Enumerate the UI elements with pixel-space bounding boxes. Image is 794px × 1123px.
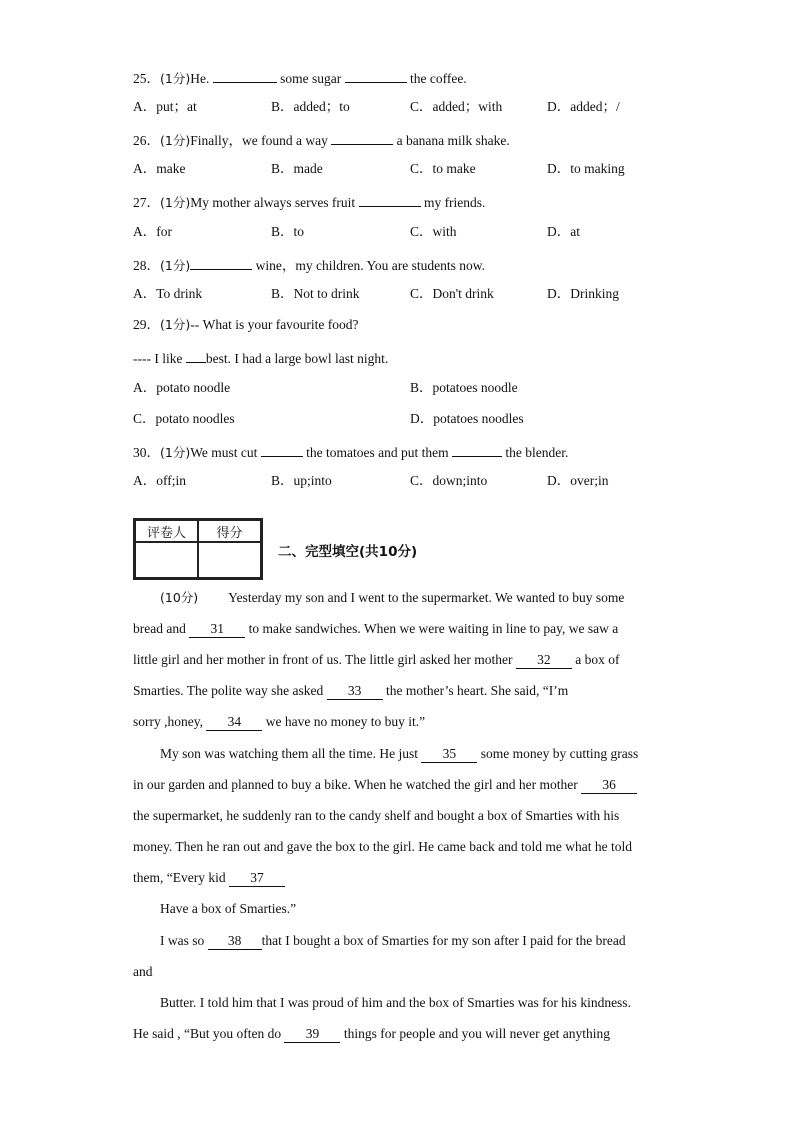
passage-text: My son was watching them all the time. He just [160, 746, 422, 761]
option-a[interactable]: A．To drink [133, 286, 203, 301]
passage-text: that I bought a box of Smarties for my son after I paid for the bread [261, 933, 626, 948]
passage-line: the supermarket, he suddenly ran to the candy shelf and bought a box of Smarties with his [133, 808, 620, 823]
passage-line [160, 590, 624, 606]
passage-text: Yesterday my son and I went to the supermarket. We wanted to buy some [228, 590, 625, 605]
option-d[interactable]: D．over;in [547, 473, 609, 488]
answer-blank[interactable] [190, 255, 252, 270]
question-number: 28． [133, 258, 160, 273]
question-number: 27． [133, 195, 160, 210]
section-title: 二、完型填空(共10分) [278, 544, 418, 560]
option-a[interactable]: A．potato noodle [133, 380, 231, 395]
option-c[interactable]: C．potato noodles [133, 411, 235, 426]
stem-text: the coffee. [406, 71, 467, 86]
reviewer-cell[interactable] [135, 542, 198, 578]
question-26 [133, 130, 510, 149]
stem-text: -- What is your favourite food? [190, 317, 359, 332]
question-number: 25． [133, 71, 160, 86]
option-b[interactable]: B．added；to [271, 99, 350, 114]
blank-31[interactable]: 31 [189, 621, 245, 638]
stem-text: He. [190, 71, 213, 86]
passage-line [133, 621, 618, 638]
score-table [133, 518, 263, 580]
option-d[interactable]: D．to making [547, 161, 625, 176]
passage-line [160, 933, 626, 950]
option-a[interactable]: A．off;in [133, 473, 186, 488]
reviewer-header: 评卷人 [135, 520, 198, 542]
question-score: (1分) [160, 258, 191, 273]
stem-text: wine，my children. You are students now. [252, 258, 485, 273]
question-27 [133, 192, 485, 211]
option-c[interactable]: C．to make [410, 161, 476, 176]
option-b[interactable]: B．potatoes noodle [410, 380, 518, 395]
passage-text: in our garden and planned to buy a bike. When he watched the girl and her mother [133, 777, 582, 792]
score-header: 得分 [198, 520, 261, 542]
option-d[interactable]: D．added；/ [547, 99, 620, 114]
answer-blank[interactable] [213, 68, 277, 83]
passage-line [133, 652, 620, 669]
passage-text: we have no money to buy it.” [262, 714, 426, 729]
question-score: (1分) [160, 317, 191, 332]
question-score: (1分) [160, 195, 191, 210]
blank-35[interactable]: 35 [421, 746, 477, 763]
passage-line [160, 746, 638, 763]
stem-text: best. I had a large bowl last night. [205, 351, 389, 366]
passage-text: a box of [571, 652, 620, 667]
stem-text: my friends. [420, 195, 486, 210]
passage-text: Smarties. The polite way she asked [133, 683, 327, 698]
passage-text: bread and [133, 621, 190, 636]
blank-33[interactable]: 33 [327, 683, 383, 700]
blank-38[interactable]: 38 [208, 933, 262, 950]
question-number: 30． [133, 445, 160, 460]
answer-blank[interactable] [359, 192, 421, 207]
passage-text: sorry ,honey, [133, 714, 207, 729]
question-30 [133, 442, 568, 461]
stem-text: a banana milk shake. [393, 133, 510, 148]
question-29-response [133, 348, 388, 367]
passage-line [133, 870, 285, 887]
passage-text: I was so [160, 933, 208, 948]
passage-text: little girl and her mother in front of us. The little girl asked her mother [133, 652, 516, 667]
answer-blank[interactable] [261, 442, 303, 457]
option-b[interactable]: B．up;into [271, 473, 332, 488]
stem-text: Finally，we found a way [190, 133, 332, 148]
passage-line [133, 714, 425, 731]
passage-text: things for people and you will never get anything [340, 1026, 611, 1041]
option-b[interactable]: B．Not to drink [271, 286, 360, 301]
option-c[interactable]: C．added；with [410, 99, 503, 114]
blank-34[interactable]: 34 [206, 714, 262, 731]
answer-blank[interactable] [331, 130, 393, 145]
option-d[interactable]: D．Drinking [547, 286, 619, 301]
blank-37[interactable]: 37 [229, 870, 285, 887]
passage-line: Have a box of Smarties.” [160, 901, 297, 916]
option-b[interactable]: B．made [271, 161, 323, 176]
passage-line [133, 683, 568, 700]
blank-36[interactable]: 36 [581, 777, 637, 794]
option-c[interactable]: C．with [410, 224, 457, 239]
option-b[interactable]: B．to [271, 224, 305, 239]
option-c[interactable]: C．down;into [410, 473, 488, 488]
blank-32[interactable]: 32 [516, 652, 572, 669]
question-score: (1分) [160, 445, 191, 460]
question-number: 26． [133, 133, 160, 148]
option-a[interactable]: A．put；at [133, 99, 197, 114]
stem-text: some sugar [276, 71, 345, 86]
option-c[interactable]: C．Don't drink [410, 286, 494, 301]
score-cell[interactable] [198, 542, 261, 578]
passage-line: and [133, 964, 153, 979]
stem-text: the tomatoes and put them [302, 445, 452, 460]
question-score: (1分) [160, 133, 191, 148]
passage-line: Butter. I told him that I was proud of him and the box of Smarties was for his kindness. [160, 995, 631, 1010]
stem-text: My mother always serves fruit [190, 195, 359, 210]
blank-39[interactable]: 39 [284, 1026, 340, 1043]
question-25 [133, 68, 467, 87]
option-d[interactable]: D．at [547, 224, 580, 239]
answer-blank[interactable] [452, 442, 502, 457]
passage-text: the mother’s heart. She said, “I’m [382, 683, 569, 698]
passage-line [133, 777, 637, 794]
passage-score: (10分) [160, 590, 199, 605]
question-29 [133, 317, 359, 333]
passage-text: to make sandwiches. When we were waiting in line to pay, we saw a [245, 621, 619, 636]
passage-line: money. Then he ran out and gave the box to the girl. He came back and told me what he told [133, 839, 632, 854]
option-a[interactable]: A．make [133, 161, 186, 176]
stem-text: the blender. [501, 445, 569, 460]
stem-text: We must cut [190, 445, 261, 460]
passage-text: He said , “But you often do [133, 1026, 285, 1041]
passage-line [133, 1026, 610, 1043]
question-28 [133, 255, 485, 274]
passage-text: them, “Every kid [133, 870, 229, 885]
question-number: 29． [133, 317, 160, 332]
stem-text: ---- I like [133, 351, 186, 366]
option-d[interactable]: D．potatoes noodles [410, 411, 524, 426]
question-score: (1分) [160, 71, 191, 86]
passage-text: some money by cutting grass [477, 746, 639, 761]
answer-blank[interactable] [186, 348, 206, 363]
option-a[interactable]: A．for [133, 224, 172, 239]
answer-blank[interactable] [345, 68, 407, 83]
